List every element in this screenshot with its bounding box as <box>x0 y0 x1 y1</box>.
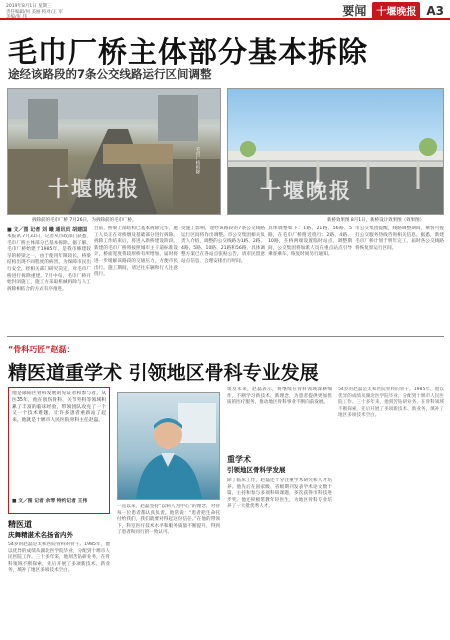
new-bridge-rendering <box>227 88 444 215</box>
main-subheadline: 途经该路段的7条公交线路运行区间调整 <box>8 67 212 81</box>
section-name: 要闻 <box>342 4 367 18</box>
article-column: 54岁的赵磊是太和医院骨科的骨干。1985年，他以优异的成绩从湖北医学院毕业，分配到十堰市人民医院工作。三十多年来，他刻苦钻研业务，在骨科领域不断探索，先后开展了多项新技术、新业务，填补了地区多项技术空白。 <box>8 542 110 574</box>
article-column: 受施工影响，途经该路段的7条公交线路运行区间将作出调整。市公交集团相关负责人介绍，调整的公交线路为1路、2路、4路、5路、10路、21路和56路，具体调整方案已在各站点张贴公告，请市民留意站点信息，合理安排出行时间。 <box>181 226 265 264</box>
article-column: 54岁的赵磊是太和医院骨科的骨干。1985年，他以优异的成绩从湖北医学院毕业，分配到十堰市人民医院工作。三十多年来，他刻苦钻研业务，在骨科领域不断探索，先后开展了多项新技术、新业务，填补了地区多项技术空白。 <box>338 387 444 419</box>
subsection-heading: 精医道 庆舞精湛术名扬省内外 <box>8 520 73 539</box>
story-byline: ■ 文／图 记者 刘 曦 通讯员 胡建国 <box>7 227 88 233</box>
article-column: 具体调整如下：1路、21路、56路、5路，在毛巾厂桥附近绕行；2路、4路、10路，在桥两端设置临时站点。调整期间，公交集团将加派人员在重点站点引导乘客乘车。恢复时间另行通知。 <box>268 226 352 258</box>
photo1-caption: 拆除前的毛巾厂桥 7月26日，为拆除前的毛巾厂桥。 <box>32 218 137 223</box>
section-divider <box>7 336 444 337</box>
article-column: 一直以来，赵磊坚持“以病人为中心”的理念，对待每一位患者都认真负责。他常说：“患者把生命托付给我们，我们就要对得起这份信任。”在他的带领下，科室医疗技术水平和服务质量不断提升，得到了患者和同行的一致认可。 <box>117 504 220 536</box>
article-column: 目前，桥梁上部结构已基本拆除完毕，施工人员正在对桥墩及基础部分进行拆除。拆除工作结束后，将进入新桥建设阶段。新建的毛巾厂桥将按照城市主干道标准设计，桥面宽度将较原桥有所增加，届时将进一步缓解该路段的交通压力，方便市民出行。施工期间，请过往车辆和行人注意绕行。 <box>94 226 178 278</box>
photo-watermark: 十堰晚报 <box>260 178 352 203</box>
article-column: 除了临床工作，赵磊还十分注重学术研究和人才培养。他先后在国家级、省级期刊发表学术论文数十篇，主持和参与多项科研课题，多次获得市科技进步奖。他还积极带教年轻医生，为地区骨科专业培养了一大批优秀人才。 <box>227 478 332 510</box>
doctor-portrait-photo <box>117 392 220 500</box>
story-kicker: “骨科巧匠”赵磊： <box>8 345 75 354</box>
article-column: 本报讯 7月31日，记者从市政部门获悉，毛巾厂桥主体部分已基本拆除。据了解，毛巾厂桥始建于1985年，是我市修建较早的桥梁之一，由于使用年限较长，桥梁结构出现不同程度的病害。为保障市民出行安全，经相关部门研究决定，对毛巾厂桥进行拆除重建。7月中旬，毛巾厂桥开始封闭施工，施工方采取机械拆除与人工拆除相结合的方式有序推进。 <box>7 234 91 292</box>
photo2-caption: 新桥效果图 8月1日，新桥设计效果图（效果图） <box>327 218 425 223</box>
article-column: 市公交集团提醒，线路调整期间，乘客可拨打公交服务热线咨询相关信息。据悉，新建毛巾厂桥计划于明年完工，届时各公交线路将恢复原运行区间。 <box>355 226 444 251</box>
main-headline: 毛巾厂桥主体部分基本拆除 <box>8 35 369 69</box>
intro-byline: ■ 文／图 记者 余琴 特约记者 王伟 <box>12 499 88 504</box>
second-headline: 精医道重学术 引领地区骨科专业发展 <box>8 362 319 384</box>
doctor-illustration <box>118 393 220 500</box>
photo-inset-caption: 毛巾厂桥拆除 <box>195 147 200 174</box>
intro-text: 他是郧阳区骨科发展的见证者和参与者，从医35年，他在创伤骨科、关节外科等领域积累了丰富的临床经验，带领团队攻克了一个又一个技术难题，让许多患者重新站了起来。他就是十堰市人民医院骨科主任赵磊。 <box>12 391 106 424</box>
bridge-demolition-photo <box>7 88 221 215</box>
intro-box <box>8 387 110 514</box>
page-number: A3 <box>426 3 444 18</box>
issue-info: 2019年8月1日 星期三 责任编辑/何 美丽 校对/王 军 <box>6 4 63 15</box>
page-header <box>342 2 444 19</box>
photo-watermark: 十堰晚报 <box>48 176 140 201</box>
subsection-heading: 重学术 引领地区骨科学发展 <box>227 455 286 474</box>
newspaper-logo: 十堰晚报 <box>372 2 420 19</box>
article-column: 谈及未来，赵磊表示，将继续在骨科领域深耕细作，不断学习新技术、新理念，为患者提供更加优质的医疗服务，推动地区骨科事业不断向前发展。 <box>227 387 332 406</box>
header-rule <box>0 18 450 20</box>
